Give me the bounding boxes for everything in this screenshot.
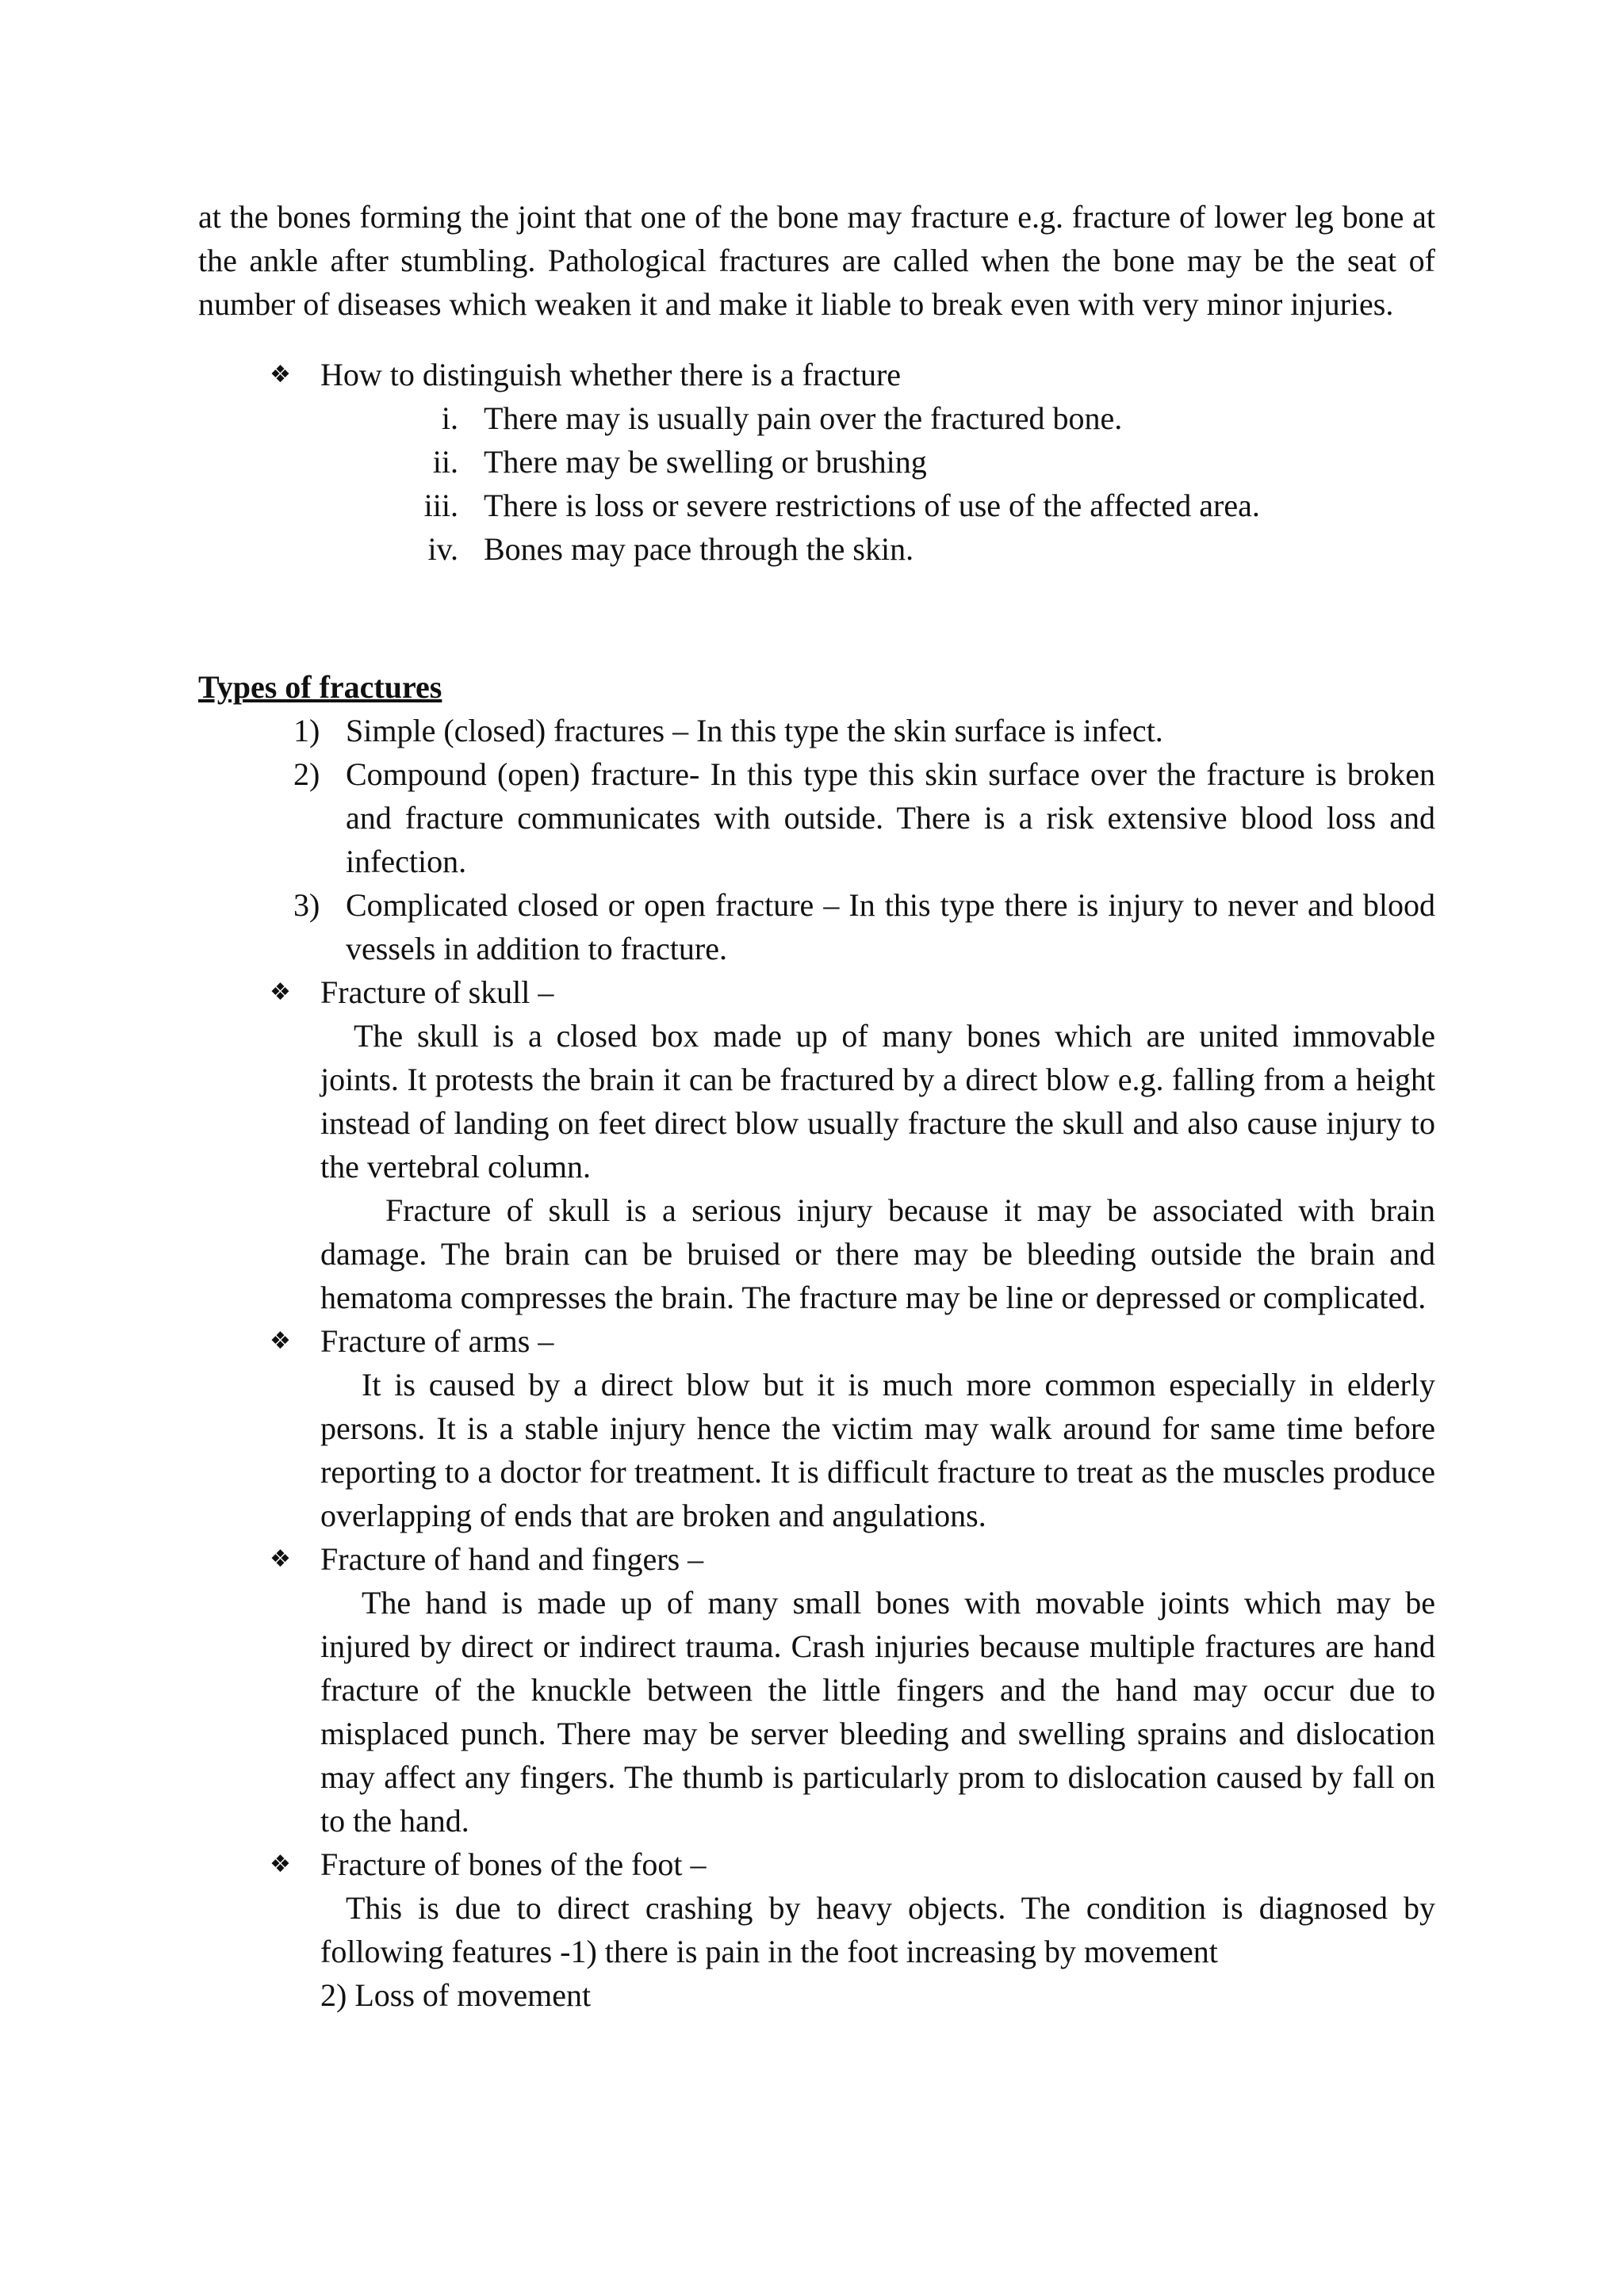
list-text: There is loss or severe restrictions of use of the affected area.	[484, 488, 1260, 523]
diamond-bullet-icon: ❖	[270, 978, 291, 1006]
skull-paragraph-1: The skull is a closed box made up of many bones which are united immovable joints. It protests the brain it can be fractured by a direct blow e.g. falling from a height instead of landing on feet direct blow usually fracture the skull and also cause injury to the vertebral column.	[320, 1018, 1435, 1184]
hand-heading: Fracture of hand and fingers –	[320, 1541, 704, 1577]
foot-body	[320, 1886, 1435, 2017]
list-item	[293, 709, 1435, 752]
foot-paragraph-1: This is due to direct crashing by heavy objects. The condition is diagnosed by following features -1) there is pain in the foot increasing by movement	[320, 1890, 1435, 1969]
list-number: 2)	[293, 756, 320, 792]
list-text: There may be swelling or brushing	[484, 444, 927, 480]
list-text: Complicated closed or open fracture – In this type there is injury to never and blood vessels in addition to fracture.	[346, 887, 1435, 966]
skull-heading: Fracture of skull –	[320, 974, 554, 1010]
hand-body	[320, 1581, 1435, 1843]
skull-body	[320, 1014, 1435, 1319]
foot-paragraph-2: 2) Loss of movement	[320, 1977, 592, 2013]
list-item	[293, 883, 1435, 970]
distinguish-list	[404, 396, 1435, 571]
list-text: Compound (open) fracture- In this type this skin surface over the fracture is broken and fracture communicates with outside. There is a risk extensive blood loss and infection.	[346, 756, 1435, 879]
list-item	[404, 527, 1435, 571]
list-text: Simple (closed) fractures – In this type the skin surface is infect.	[346, 713, 1163, 748]
types-section-title: Types of fractures	[198, 669, 442, 705]
list-number: 1)	[293, 713, 320, 748]
hand-bullet	[270, 1537, 1435, 1581]
list-number: 3)	[293, 887, 320, 923]
arms-paragraph: It is caused by a direct blow but it is much more common especially in elderly persons. It is a stable injury hence the victim may walk around for same time before reporting to a doctor for treatment. It is difficult fracture to treat as the muscles produce overlapping of ends that are broken and angulations.	[320, 1367, 1435, 1533]
list-number: ii.	[432, 444, 458, 480]
intro-paragraph: at the bones forming the joint that one of the bone may fracture e.g. fracture of lower leg bone at the ankle after stumbling. Pathological fractures are called when the bone may be the seat of number of diseases which weaken it and make it liable to break even with very minor injuries.	[198, 199, 1435, 322]
arms-body	[320, 1363, 1435, 1537]
list-item	[404, 440, 1435, 484]
diamond-bullet-icon: ❖	[270, 1545, 291, 1573]
diamond-bullet-icon: ❖	[270, 361, 291, 388]
list-item	[404, 396, 1435, 440]
distinguish-heading: How to distinguish whether there is a fracture	[320, 357, 902, 392]
list-number: i.	[441, 400, 458, 436]
diamond-bullet-icon: ❖	[270, 1850, 291, 1878]
list-item	[293, 752, 1435, 883]
list-text: Bones may pace through the skin.	[484, 531, 914, 567]
arms-heading: Fracture of arms –	[320, 1323, 554, 1359]
list-number: iii.	[423, 488, 458, 523]
types-list	[293, 709, 1435, 970]
list-item	[404, 484, 1435, 527]
distinguish-bullet	[270, 353, 1435, 396]
skull-bullet	[270, 970, 1435, 1014]
list-number: iv.	[427, 531, 458, 567]
list-text: There may is usually pain over the fractured bone.	[484, 400, 1123, 436]
diamond-bullet-icon: ❖	[270, 1327, 291, 1355]
foot-heading: Fracture of bones of the foot –	[320, 1846, 707, 1882]
hand-paragraph: The hand is made up of many small bones with movable joints which may be injured by direct or indirect trauma. Crash injuries because multiple fractures are hand fracture of the knuckle between the little fingers and the hand may occur due to misplaced punch. There may be server bleeding and swelling sprains and dislocation may affect any fingers. The thumb is particularly prom to dislocation caused by fall on to the hand.	[320, 1585, 1435, 1839]
foot-bullet	[270, 1843, 1435, 1886]
arms-bullet	[270, 1319, 1435, 1363]
document-page	[198, 195, 1435, 2017]
skull-paragraph-2: Fracture of skull is a serious injury because it may be associated with brain damage. The brain can be bruised or there may be bleeding outside the brain and hematoma compresses the brain. The fracture may be line or depressed or complicated.	[320, 1192, 1435, 1315]
